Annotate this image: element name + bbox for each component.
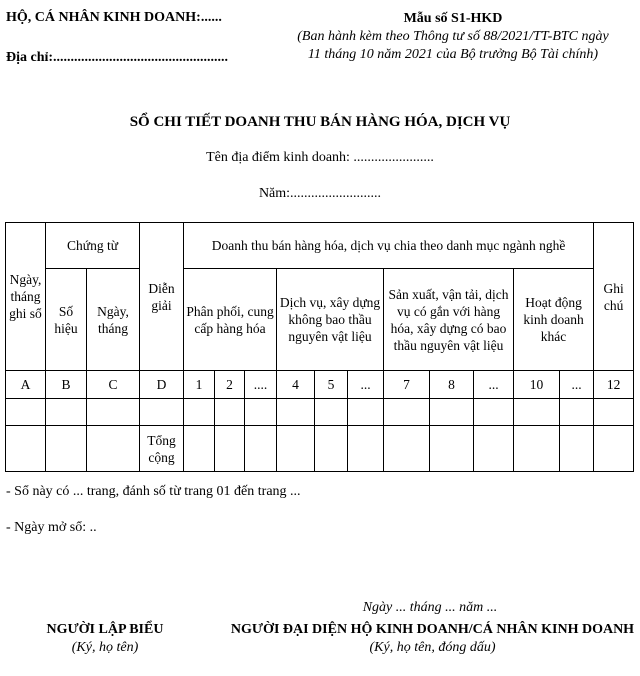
form-code: Mẫu số S1-HKD bbox=[403, 11, 503, 26]
code-cell: ... bbox=[348, 371, 384, 399]
preparer-signature-block bbox=[30, 621, 180, 657]
revenue-ledger-table bbox=[5, 222, 634, 472]
code-cell: B bbox=[46, 371, 87, 399]
address-label: Địa chỉ:.................................................. bbox=[6, 50, 229, 65]
representative-signature-block bbox=[230, 621, 635, 657]
code-cell: D bbox=[140, 371, 184, 399]
code-cell: 2 bbox=[215, 371, 245, 399]
header-revenue: Doanh thu bán hàng hóa, dịch vụ chia theo danh mục ngành nghề bbox=[184, 223, 594, 269]
signature-date-line: Ngày ... tháng ... năm ... bbox=[362, 600, 498, 615]
column-code-row bbox=[6, 371, 634, 399]
preparer-note: (Ký, họ tên) bbox=[71, 640, 139, 655]
code-cell: 12 bbox=[594, 371, 634, 399]
header-note: Ghi chú bbox=[594, 223, 634, 371]
header-group-production: Sản xuất, vận tải, dịch vụ có gắn với hàng hóa, xây dựng có bao thầu nguyên vật liệu bbox=[384, 269, 514, 371]
header-voucher: Chứng từ bbox=[46, 223, 140, 269]
header-group-other: Hoạt động kinh doanh khác bbox=[514, 269, 594, 371]
code-cell: 10 bbox=[514, 371, 560, 399]
open-date-note: - Ngày mở sổ: .. bbox=[6, 520, 97, 535]
issued-line-2: 11 tháng 10 năm 2021 của Bộ trưởng Bộ Tài chính) bbox=[307, 47, 599, 62]
form-info bbox=[268, 10, 638, 64]
issued-line-1: (Ban hành kèm theo Thông tư số 88/2021/TT-BTC ngày bbox=[297, 29, 609, 44]
code-cell: 5 bbox=[315, 371, 348, 399]
code-cell: 8 bbox=[430, 371, 474, 399]
header-group-distribution: Phân phối, cung cấp hàng hóa bbox=[184, 269, 277, 371]
code-cell: ... bbox=[474, 371, 514, 399]
document-title: SỔ CHI TIẾT DOANH THU BÁN HÀNG HÓA, DỊCH VỤ bbox=[129, 114, 511, 130]
preparer-title: NGƯỜI LẬP BIỂU bbox=[46, 622, 164, 637]
representative-title: NGƯỜI ĐẠI DIỆN HỘ KINH DOANH/CÁ NHÂN KINH DOANH bbox=[230, 622, 635, 637]
year-line: Năm:.......................... bbox=[258, 186, 382, 201]
code-cell: C bbox=[87, 371, 140, 399]
page-count-note: - Sổ này có ... trang, đánh số từ trang 01 đến trang ... bbox=[6, 484, 301, 499]
code-cell: 4 bbox=[277, 371, 315, 399]
code-cell: ... bbox=[560, 371, 594, 399]
header-description: Diễn giải bbox=[140, 223, 184, 371]
header-voucher-number: Số hiệu bbox=[46, 269, 87, 371]
header-group-services: Dịch vụ, xây dựng không bao thầu nguyên vật liệu bbox=[277, 269, 384, 371]
representative-note: (Ký, họ tên, đóng dấu) bbox=[369, 640, 496, 655]
business-location-line: Tên địa điểm kinh doanh: ....................... bbox=[206, 150, 434, 165]
empty-entry-row bbox=[6, 399, 634, 426]
header-voucher-date: Ngày, tháng bbox=[87, 269, 140, 371]
total-label: Tổng cộng bbox=[140, 426, 184, 472]
code-cell: 1 bbox=[184, 371, 215, 399]
code-cell: 7 bbox=[384, 371, 430, 399]
total-row bbox=[6, 426, 634, 472]
code-cell: A bbox=[6, 371, 46, 399]
business-name-label: HỘ, CÁ NHÂN KINH DOANH:...... bbox=[6, 10, 222, 25]
header-date-recorded: Ngày, tháng ghi sổ bbox=[6, 223, 46, 371]
code-cell: .... bbox=[245, 371, 277, 399]
